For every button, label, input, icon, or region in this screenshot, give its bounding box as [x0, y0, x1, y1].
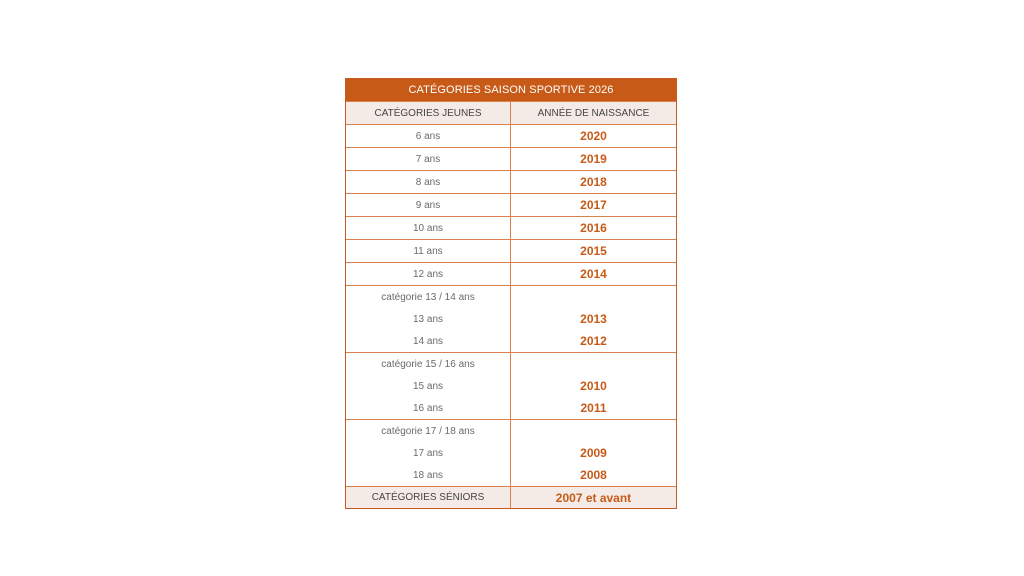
year-cell: 2011: [580, 401, 607, 415]
table-header-row: [346, 101, 676, 124]
seniors-label: CATÉGORIES SÉNIORS: [346, 487, 511, 508]
group-ages-cell: [346, 286, 511, 352]
table-row: [346, 124, 676, 147]
age-cell: 12 ans: [346, 263, 511, 285]
age-cell: 6 ans: [346, 125, 511, 147]
table-group-row: [346, 285, 676, 352]
header-birth-year: ANNÉE DE NAISSANCE: [537, 107, 650, 119]
table-title: CATÉGORIES SAISON SPORTIVE 2026: [346, 79, 676, 101]
group-label-spacer: [511, 353, 676, 375]
table-row: [346, 239, 676, 262]
year-cell: 2012: [580, 334, 607, 348]
group-label-spacer: [511, 286, 676, 308]
table-row: [346, 170, 676, 193]
year-cell: 2014: [580, 267, 607, 281]
year-cell: 2010: [580, 379, 607, 393]
year-cell: 2019: [580, 152, 607, 166]
table-row: [346, 262, 676, 285]
group-ages-cell: [346, 353, 511, 419]
seniors-row: [346, 486, 676, 508]
year-cell: 2008: [580, 468, 607, 482]
age-cell: 8 ans: [346, 171, 511, 193]
group-ages-cell: [346, 420, 511, 486]
age-cell: 10 ans: [346, 217, 511, 239]
year-cell: 2009: [580, 446, 607, 460]
group-label-spacer: [511, 420, 676, 442]
age-cell: 14 ans: [412, 335, 444, 347]
table-group-row: [346, 352, 676, 419]
header-categories: CATÉGORIES JEUNES: [346, 102, 511, 124]
age-cell: 15 ans: [412, 380, 444, 392]
age-cell: 16 ans: [412, 402, 444, 414]
group-years-cell: [511, 420, 676, 486]
age-cell: 7 ans: [346, 148, 511, 170]
year-cell: 2016: [580, 221, 607, 235]
age-cell: 13 ans: [412, 313, 444, 325]
group-years-cell: [511, 286, 676, 352]
table-row: [346, 193, 676, 216]
year-cell: 2018: [580, 175, 607, 189]
group-years-cell: [511, 353, 676, 419]
year-cell: 2013: [580, 312, 607, 326]
age-cell: 11 ans: [346, 240, 511, 262]
group-label: catégorie 17 / 18 ans: [381, 425, 475, 437]
year-cell: 2020: [580, 129, 607, 143]
year-cell: 2015: [580, 244, 607, 258]
group-label: catégorie 13 / 14 ans: [381, 291, 475, 303]
year-cell: 2017: [580, 198, 607, 212]
seniors-year: 2007 et avant: [555, 490, 632, 505]
age-cell: 9 ans: [346, 194, 511, 216]
group-label: catégorie 15 / 16 ans: [381, 358, 475, 370]
table-group-row: [346, 419, 676, 486]
table-row: [346, 147, 676, 170]
age-cell: 17 ans: [412, 447, 444, 459]
categories-table: [345, 78, 677, 509]
age-cell: 18 ans: [412, 469, 444, 481]
table-row: [346, 216, 676, 239]
